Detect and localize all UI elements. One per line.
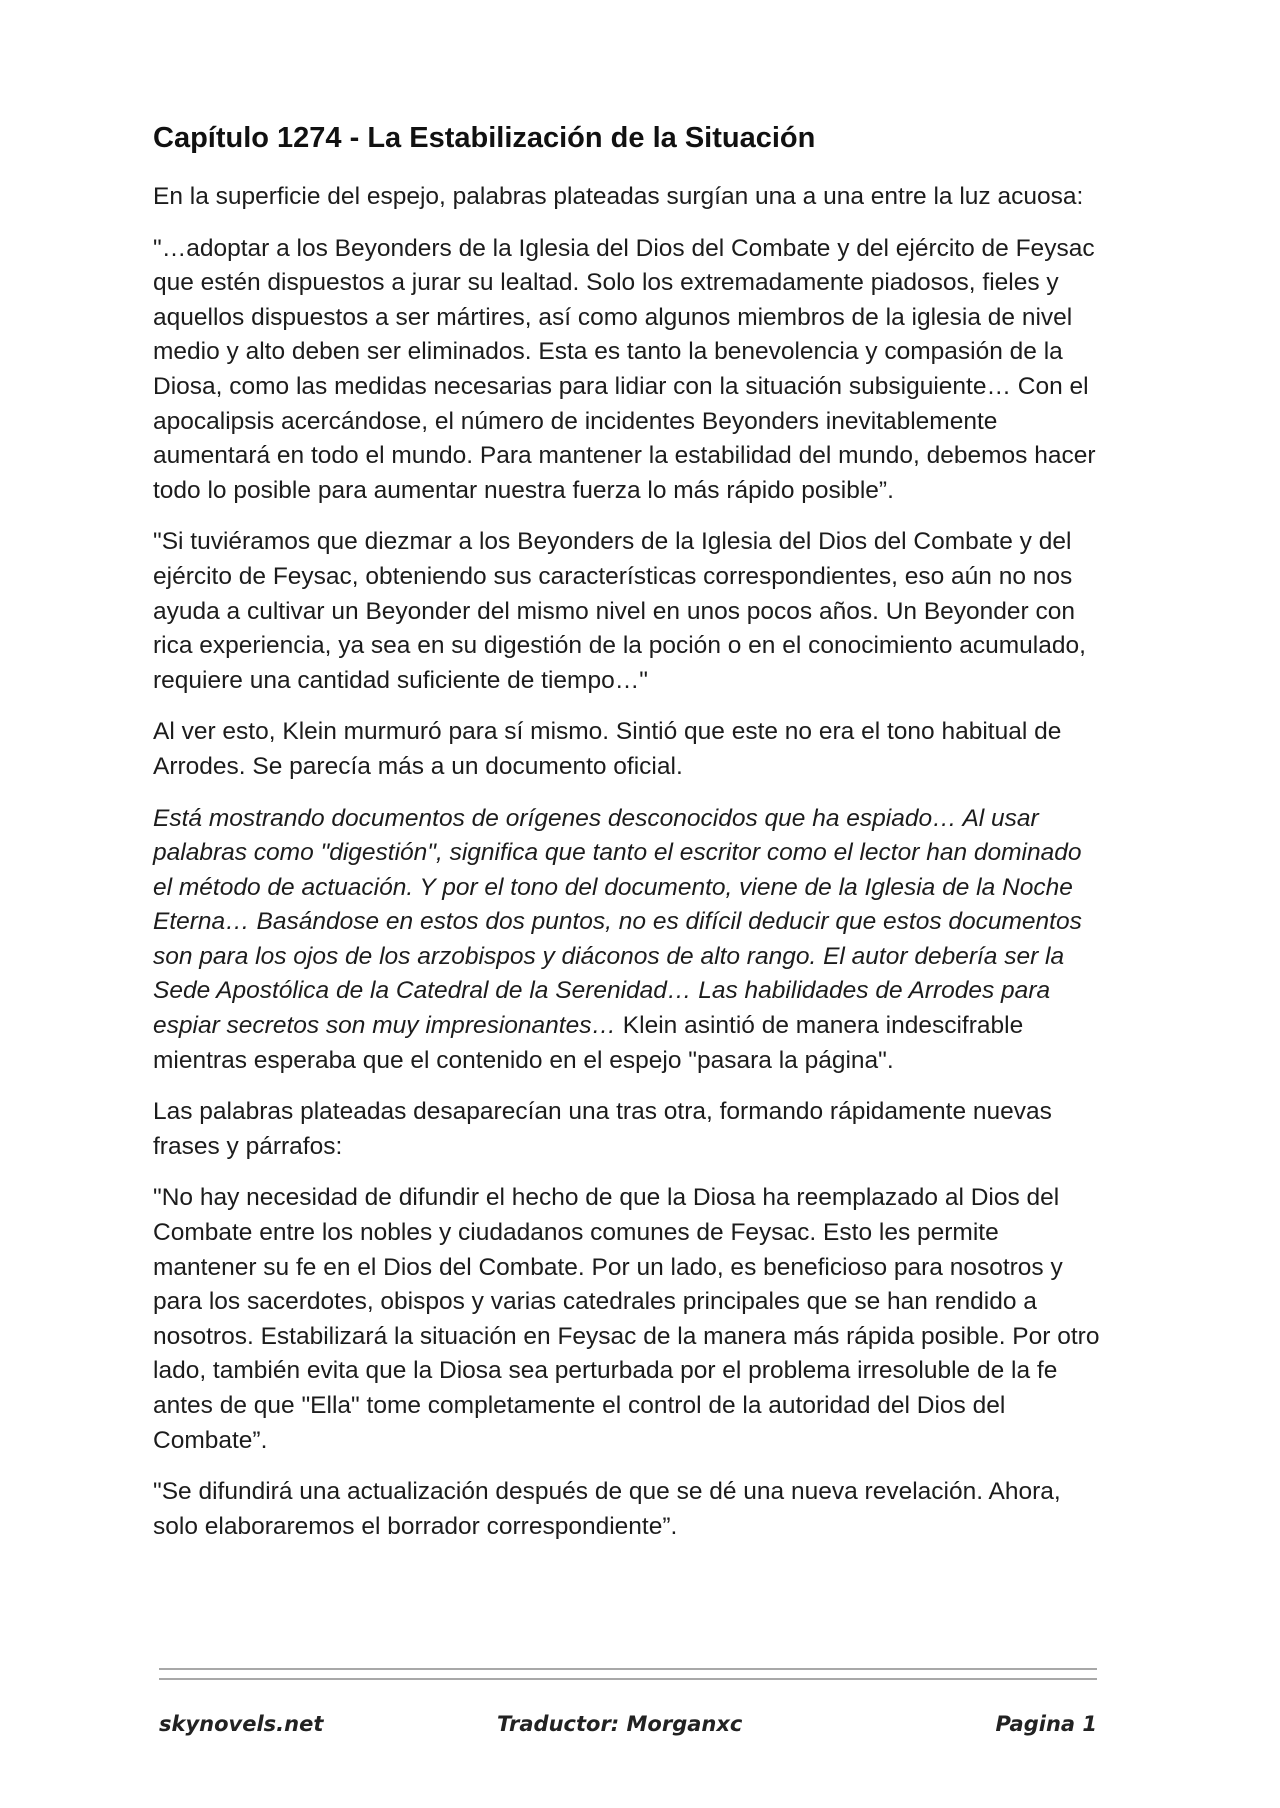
paragraph-quote-3: "No hay necesidad de difundir el hecho de que la Diosa ha reemplazado al Dios del Combate entre los nobles y ciudadanos comunes de Feysac. Esto les permite mantener su fe en el Dios del Combate. Por un lado, es beneficioso para nosotros y para los sacerdotes, obispos y varias catedrales principales que se han rendido a nosotros. Estabilizará la situación en Feysac de la manera más rápida posible. Por otro lado, también evita que la Diosa sea perturbada por el problema irresoluble de la fe antes de que "Ella" tome completamente el control de la autoridad del Dios del Combate”.: [153, 1184, 1100, 1454]
footer-page-number: Pagina 1: [995, 1712, 1097, 1736]
document-body: [153, 118, 1103, 1561]
thought-continuation-text: Klein asintió de manera indescifrable mientras esperaba que el contenido en el espejo "pasara la página".: [153, 1012, 1024, 1074]
paragraph-quote-2: "Si tuviéramos que diezmar a los Beyonders de la Iglesia del Dios del Combate y del ejército de Feysac, obteniendo sus características correspondientes, eso aún no nos ayuda a cultivar un Beyonder del mismo nivel en unos pocos años. Un Beyonder con rica experiencia, ya sea en su digestión de la poción o en el conocimiento acumulado, requiere una cantidad suficiente de tiempo…": [153, 528, 1086, 694]
italic-thought-text: Está mostrando documentos de orígenes desconocidos que ha espiado… Al usar palabras como "digestión", significa que tanto el escritor como el lector han dominado el método de actuación. Y por el tono del documento, viene de la Iglesia de la Noche Eterna… Basándose en estos dos puntos, no es difícil deducir que estos documentos son para los ojos de los arzobispos y diáconos de alto rango. El autor debería ser la Sede Apostólica de la Catedral de la Serenidad… Las habilidades de Arrodes para espiar secretos son muy impresionantes…: [153, 804, 1082, 1040]
page-footer: [159, 1712, 1097, 1746]
footer-divider-top: [159, 1668, 1097, 1670]
paragraph-new-words: Las palabras plateadas desaparecían una tras otra, formando rápidamente nuevas frases y párrafos:: [153, 1098, 1052, 1160]
paragraph-quote-1: "…adoptar a los Beyonders de la Iglesia del Dios del Combate y del ejército de Feysac que estén dispuestos a jurar su lealtad. Solo los extremadamente piadosos, fieles y aquellos dispuestos a ser mártires, así como algunos miembros de la iglesia de nivel medio y alto deben ser eliminados. Esta es tanto la benevolencia y compasión de la Diosa, como las medidas necesarias para lidiar con la situación subsiguiente… Con el apocalipsis acercándose, el número de incidentes Beyonders inevitablemente aumentará en todo el mundo. Para mantener la estabilidad del mundo, debemos hacer todo lo posible para aumentar nuestra fuerza lo más rápido posible”.: [153, 234, 1096, 504]
paragraph-klein-thoughts: [153, 802, 1103, 1079]
paragraph-intro: En la superficie del espejo, palabras plateadas surgían una a una entre la luz acuosa:: [153, 183, 1084, 210]
footer-translator: Traductor: Morganxc: [497, 1712, 743, 1736]
chapter-title: Capítulo 1274 - La Estabilización de la Situación: [153, 122, 816, 154]
paragraph-quote-4: "Se difundirá una actualización después de que se dé una nueva revelación. Ahora, solo elaboraremos el borrador correspondiente”.: [153, 1478, 1061, 1540]
paragraph-klein-reaction: Al ver esto, Klein murmuró para sí mismo. Sintió que este no era el tono habitual de Arrodes. Se parecía más a un documento oficial.: [153, 718, 1062, 780]
footer-site-name: skynovels.net: [159, 1712, 324, 1736]
footer-divider-bottom: [159, 1678, 1097, 1680]
